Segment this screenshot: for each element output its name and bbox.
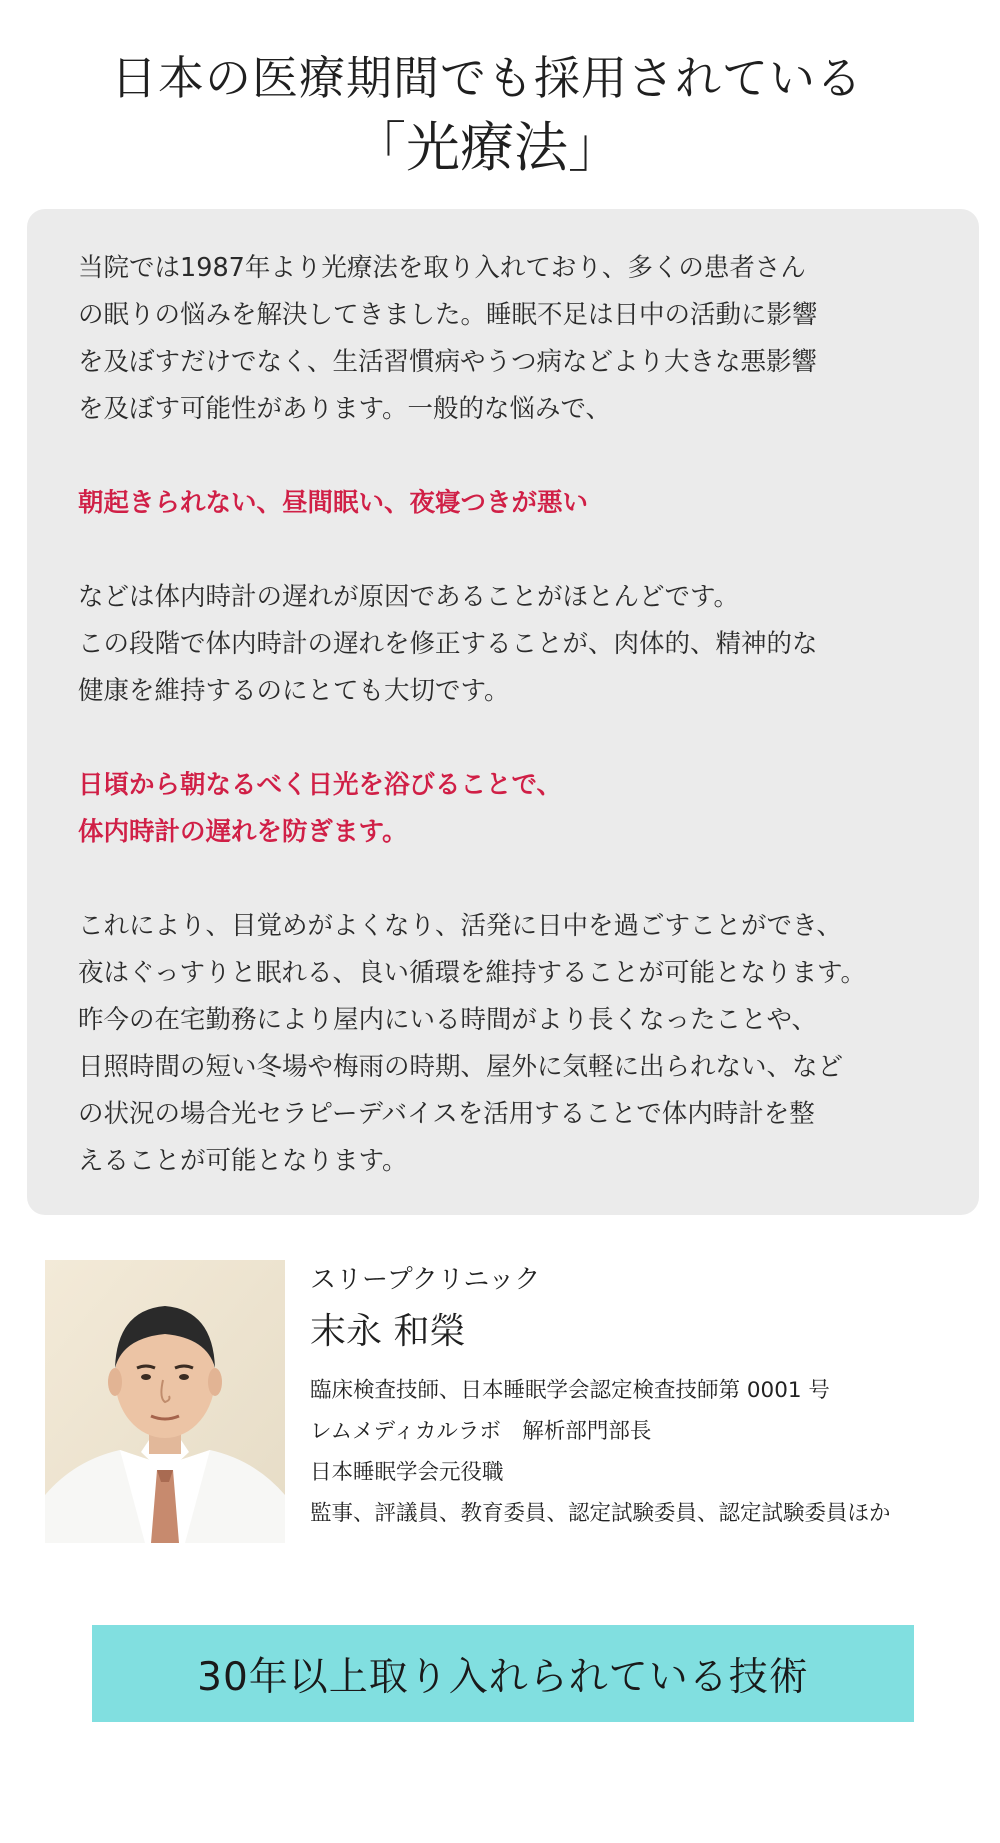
intro-paragraph [78,245,958,433]
spacer [78,433,958,480]
cause-paragraph [78,574,958,715]
explanation-card-body [78,245,958,1185]
headline-line-2: 「光療法」 [352,116,622,179]
doctor-photo [45,1260,285,1543]
intro-line: の眠りの悩みを解決してきました。睡眠不足は日中の活動に影響 [78,300,818,330]
headline-line-1: 日本の医療期間でも採用されている [111,51,863,105]
benefit-line: これにより、目覚めがよくなり、活発に日中を過ごすことができ、 [78,911,842,941]
benefit-paragraph [78,903,958,1185]
benefit-line: えることが可能となります。 [78,1146,408,1176]
sunlight-highlight-line: 日頃から朝なるべく日光を浴びることで、 [78,770,562,800]
credential-line: 監事、評議員、教育委員、認定試験委員、認定試験委員ほか [310,1501,891,1526]
benefit-line: の状況の場合光セラピーデバイスを活用することで体内時計を整 [78,1099,815,1129]
explanation-card [27,209,979,1215]
intro-line: を及ぼす可能性があります。一般的な悩みで、 [78,394,611,424]
page-headline [0,44,1000,184]
sunlight-highlight-line: 体内時計の遅れを防ぎます。 [78,817,408,847]
cause-line: などは体内時計の遅れが原因であることがほとんどです。 [78,582,739,612]
spacer [78,715,958,762]
cause-line: 健康を維持するのにとても大切です。 [78,676,510,706]
credential-line: 臨床検査技師、日本睡眠学会認定検査技師第 0001 号 [310,1378,830,1403]
benefit-line: 昨今の在宅勤務により屋内にいる時間がより長くなったことや、 [78,1005,817,1035]
banner-text: 30年以上取り入れられている技術 [197,1654,809,1700]
doctor-info [310,1260,990,1534]
spacer [78,527,958,574]
symptoms-highlight: 朝起きられない、昼間眠い、夜寝つきが悪い [78,488,589,518]
doctor-credentials [310,1370,990,1534]
doctor-name: 末永 和榮 [310,1311,466,1352]
sunlight-highlight [78,762,958,856]
intro-line: を及ぼすだけでなく、生活習慣病やうつ病などより大きな悪影響 [78,347,817,377]
credential-line: 日本睡眠学会元役職 [310,1460,504,1485]
doctor-profile [45,1260,985,1545]
cause-line: この段階で体内時計の遅れを修正することが、肉体的、精神的な [78,629,818,659]
benefit-line: 日照時間の短い冬場や梅雨の時期、屋外に気軽に出られない、など [78,1052,844,1082]
clinic-name: スリープクリニック [310,1265,541,1295]
credential-line: レムメディカルラボ 解析部門部長 [310,1419,652,1444]
benefit-line: 夜はぐっすりと眠れる、良い循環を維持することが可能となります。 [78,958,866,988]
spacer [78,856,958,903]
technology-banner [92,1625,914,1722]
intro-line: 当院では1987年より光療法を取り入れており、多くの患者さん [78,253,806,283]
